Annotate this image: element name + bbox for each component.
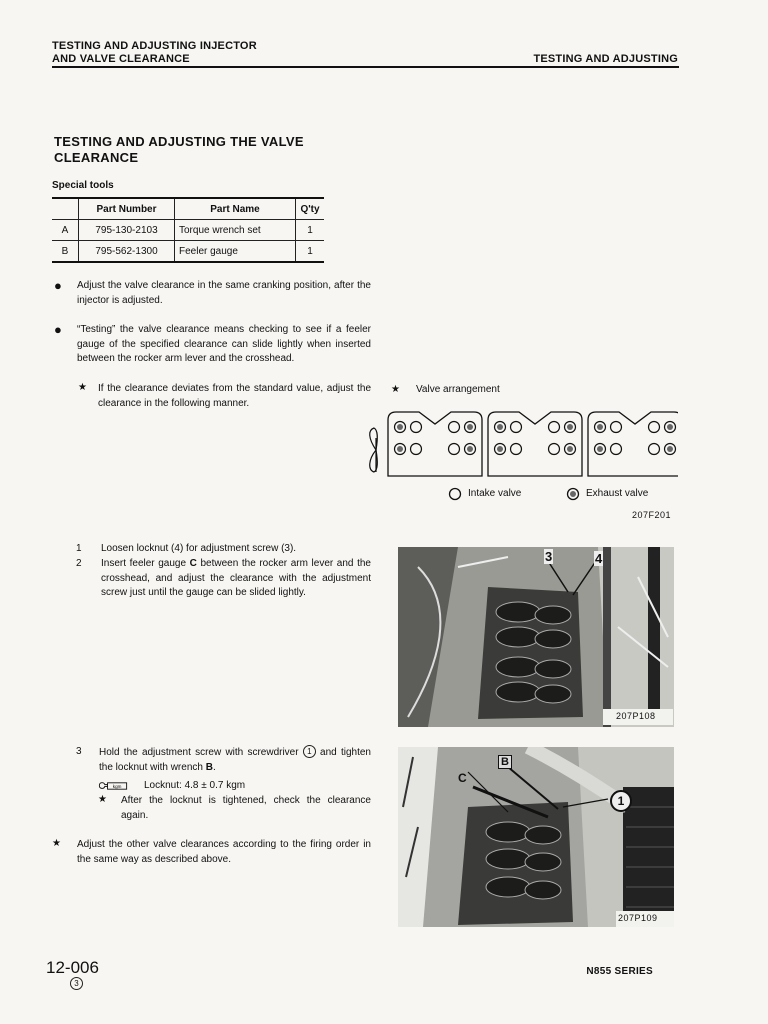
header-line-2: AND VALVE CLEARANCE: [52, 53, 190, 65]
callout-3: 3: [545, 549, 553, 564]
callout-C: C: [458, 771, 467, 785]
step-2-text: [101, 557, 371, 601]
torque-wrench-icon: [98, 781, 128, 791]
exhaust-valve-mark: [597, 424, 603, 430]
exhaust-valve-mark: [497, 424, 503, 430]
photo-code-2: 207P109: [618, 913, 658, 923]
intake-valve: [549, 444, 560, 455]
header-rule: [52, 66, 679, 68]
callout-4: 4: [595, 551, 603, 566]
engine-photo-2: [398, 747, 674, 927]
col-part-name: Part Name: [175, 198, 296, 220]
exhaust-valve-mark: [597, 446, 603, 452]
table-row: [52, 241, 324, 263]
tool-part-name: Feeler gauge: [175, 241, 296, 263]
header-line-1: TESTING AND ADJUSTING INJECTOR: [52, 40, 257, 52]
tool-qty: 1: [296, 220, 325, 241]
step-2-tool: C: [189, 558, 197, 569]
intake-valve: [449, 422, 460, 433]
torque-unit-label: kgm: [112, 783, 122, 789]
exhaust-valve-mark: [467, 446, 473, 452]
table-header-row: [52, 198, 324, 220]
col-id: [52, 198, 79, 220]
star-icon: ★: [98, 794, 107, 805]
engine-photo-1: [398, 547, 674, 727]
exhaust-valve-mark: [467, 424, 473, 430]
step-2-pre: Insert feeler gauge: [101, 558, 190, 569]
exhaust-valve-mark: [667, 446, 673, 452]
header-chapter: TESTING AND ADJUSTING: [533, 53, 678, 65]
step-3-text: [99, 745, 371, 775]
intake-valve: [649, 444, 660, 455]
exhaust-valve-mark: [397, 424, 403, 430]
col-part-number: Part Number: [79, 198, 175, 220]
photo-code-1: 207P108: [616, 711, 656, 721]
intake-valve: [649, 422, 660, 433]
step-number: 3: [76, 746, 82, 757]
intake-valve: [611, 422, 622, 433]
bullet-text-1: Adjust the valve clearance in the same cranking position, after the injector is adjusted.: [77, 280, 371, 306]
exhaust-valve-mark: [397, 446, 403, 452]
intake-legend-label: Intake valve: [468, 488, 522, 499]
callout-number: 1: [303, 745, 316, 758]
revision-mark: 3: [70, 977, 83, 990]
valve-arrangement-diagram: [366, 408, 678, 480]
star-icon: ★: [52, 838, 61, 849]
special-tools-heading: Special tools: [52, 180, 114, 191]
bullet-icon: ●: [54, 278, 62, 293]
tool-part-number: 795-130-2103: [79, 220, 175, 241]
exhaust-valve-mark: [567, 446, 573, 452]
intake-valve: [449, 444, 460, 455]
intake-valve: [411, 422, 422, 433]
page-number: 12-006: [46, 958, 99, 977]
intake-valve: [511, 422, 522, 433]
step-3-post: .: [212, 761, 216, 773]
exhaust-valve-icon: [566, 487, 580, 501]
note-text: If the clearance deviates from the standard value, adjust the clearance in the following manner.: [98, 383, 371, 409]
fan-icon: [370, 428, 378, 472]
tool-part-name: Torque wrench set: [175, 220, 296, 241]
intake-valve: [411, 444, 422, 455]
page-title: TESTING AND ADJUSTING THE VALVE CLEARANCE: [54, 134, 304, 165]
step-number: 2: [76, 558, 82, 569]
intake-valve: [549, 422, 560, 433]
intake-valve: [511, 444, 522, 455]
star-icon: ★: [78, 382, 87, 393]
engine-photo-1-image: [398, 547, 674, 727]
step-3-pre: Hold the adjustment screw with screwdriver: [99, 747, 303, 758]
valve-figure-caption: Valve arrangement: [416, 384, 500, 395]
callout-B: B: [498, 755, 512, 769]
tool-id: B: [52, 241, 79, 263]
header-section-title: [52, 40, 257, 66]
cylinder-heads: [388, 412, 678, 476]
bullet-icon: ●: [54, 322, 62, 337]
exhaust-valve-mark: [667, 424, 673, 430]
figure-code: 207F201: [632, 510, 672, 520]
tool-id: A: [52, 220, 79, 241]
step-2-post: between the rocker arm lever and the crosshead, and adjust the clearance with the adjustment screw just until the gauge can be slided lightly.: [101, 558, 371, 598]
series-label: N855 SERIES: [586, 966, 653, 977]
step-3-mid: and tighten the locknut with wrench: [99, 747, 371, 773]
exhaust-valve-mark: [567, 424, 573, 430]
step-number: 1: [76, 543, 82, 554]
recheck-note: After the locknut is tightened, check the clearance again.: [121, 795, 371, 821]
special-tools-table: [52, 197, 324, 263]
star-icon: ★: [391, 384, 400, 395]
step-3-tool: B: [205, 761, 213, 773]
bullet-text-2: “Testing” the valve clearance means checking to see if a feeler gauge of the specified clearance can slide lightly when inserted between the rocker arm lever and the crosshead.: [77, 324, 371, 364]
intake-valve: [611, 444, 622, 455]
engine-photo-2-image: [398, 747, 674, 927]
exhaust-legend-label: Exhaust valve: [586, 488, 649, 499]
tool-part-number: 795-562-1300: [79, 241, 175, 263]
exhaust-valve-mark: [497, 446, 503, 452]
col-qty: Q'ty: [296, 198, 325, 220]
final-note: Adjust the other valve clearances according to the firing order in the same way as described above.: [77, 839, 371, 865]
tool-qty: 1: [296, 241, 325, 263]
table-row: [52, 220, 324, 241]
torque-spec: Locknut: 4.8 ± 0.7 kgm: [144, 780, 246, 791]
intake-valve-icon: [448, 487, 462, 501]
step-1-text: Loosen locknut (4) for adjustment screw (3).: [101, 543, 297, 554]
callout-1: 1: [610, 790, 632, 812]
